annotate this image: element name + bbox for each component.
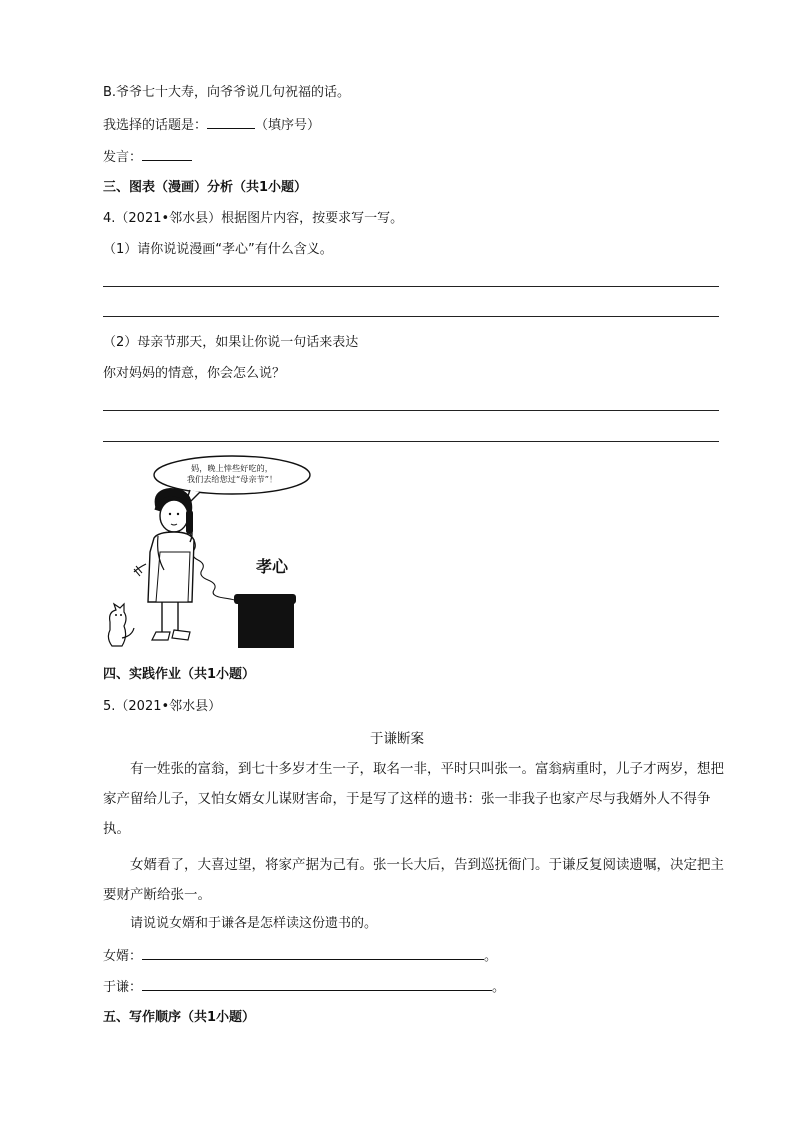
answer-line-3[interactable] (103, 410, 719, 411)
section-5-heading: 五、写作顺序（共1小题） (103, 1010, 256, 1025)
story-paragraph-2: 女婿看了，大喜过望，将家产据为己有。张一长大后，告到巡抚衙门。于谦反复阅读遗嘱，决定把主要财产断给张一。 (103, 857, 724, 903)
answer-yuqian-line (103, 978, 505, 997)
answer-line-1[interactable] (103, 286, 719, 287)
cartoon-illustration (98, 452, 313, 652)
answer-son-in-law-blank[interactable] (142, 947, 484, 960)
q4-sub1: （1）请你说说漫画“孝心”有什么含义。 (103, 242, 333, 257)
q4-sub2-line2: 你对妈妈的情意，你会怎么说？ (103, 366, 286, 381)
q4-stem: 4.（2021•邻水县）根据图片内容，按要求写一写。 (103, 211, 404, 226)
answer-yuqian-period: 。 (492, 980, 506, 995)
q5-stem: 5.（2021•邻水县） (103, 699, 222, 714)
answer-son-in-law-label: 女婿： (103, 949, 143, 964)
answer-son-in-law-line (103, 947, 497, 966)
option-b: B.爷爷七十大寿，向爷爷说几句祝福的话。 (103, 85, 351, 100)
topic-choice-label: 我选择的话题是： (103, 118, 208, 133)
topic-choice-suffix: （填序号） (255, 118, 321, 133)
topic-choice-blank[interactable] (207, 116, 255, 129)
story-paragraph-1: 有一姓张的富翁，到七十多岁才生一子，取名一非，平时只叫张一。富翁病重时，儿子才两岁，想把家产留给儿子，又怕女婿女儿谋财害命，于是写了这样的遗书：张一非我子也家产尽与我婿外人不得争执。 (103, 761, 724, 837)
speech-line (103, 148, 192, 167)
section-3-heading: 三、图表（漫画）分析（共1小题） (103, 180, 308, 195)
story-prompt: 请说说女婿和于谦各是怎样读这份遗书的。 (130, 916, 378, 931)
cartoon-caption: 孝心 (256, 557, 289, 576)
answer-line-2[interactable] (103, 316, 719, 317)
answer-yuqian-blank[interactable] (142, 978, 492, 991)
topic-choice-line (103, 116, 320, 135)
q4-sub2-line1: （2）母亲节那天，如果让你说一句话来表达 (103, 335, 359, 350)
speech-blank[interactable] (142, 148, 192, 161)
speech-label: 发言： (103, 150, 143, 165)
bubble-line-1: 妈，晚上悻些好吃的， (191, 463, 273, 473)
bubble-line-2: 我们去给您过“母亲节”！ (186, 474, 278, 484)
answer-yuqian-label: 于谦： (103, 980, 143, 995)
section-4-heading: 四、实践作业（共1小题） (103, 667, 256, 682)
story-title: 于谦断案 (370, 731, 424, 747)
answer-son-in-law-period: 。 (484, 949, 498, 964)
answer-line-4[interactable] (103, 441, 719, 442)
